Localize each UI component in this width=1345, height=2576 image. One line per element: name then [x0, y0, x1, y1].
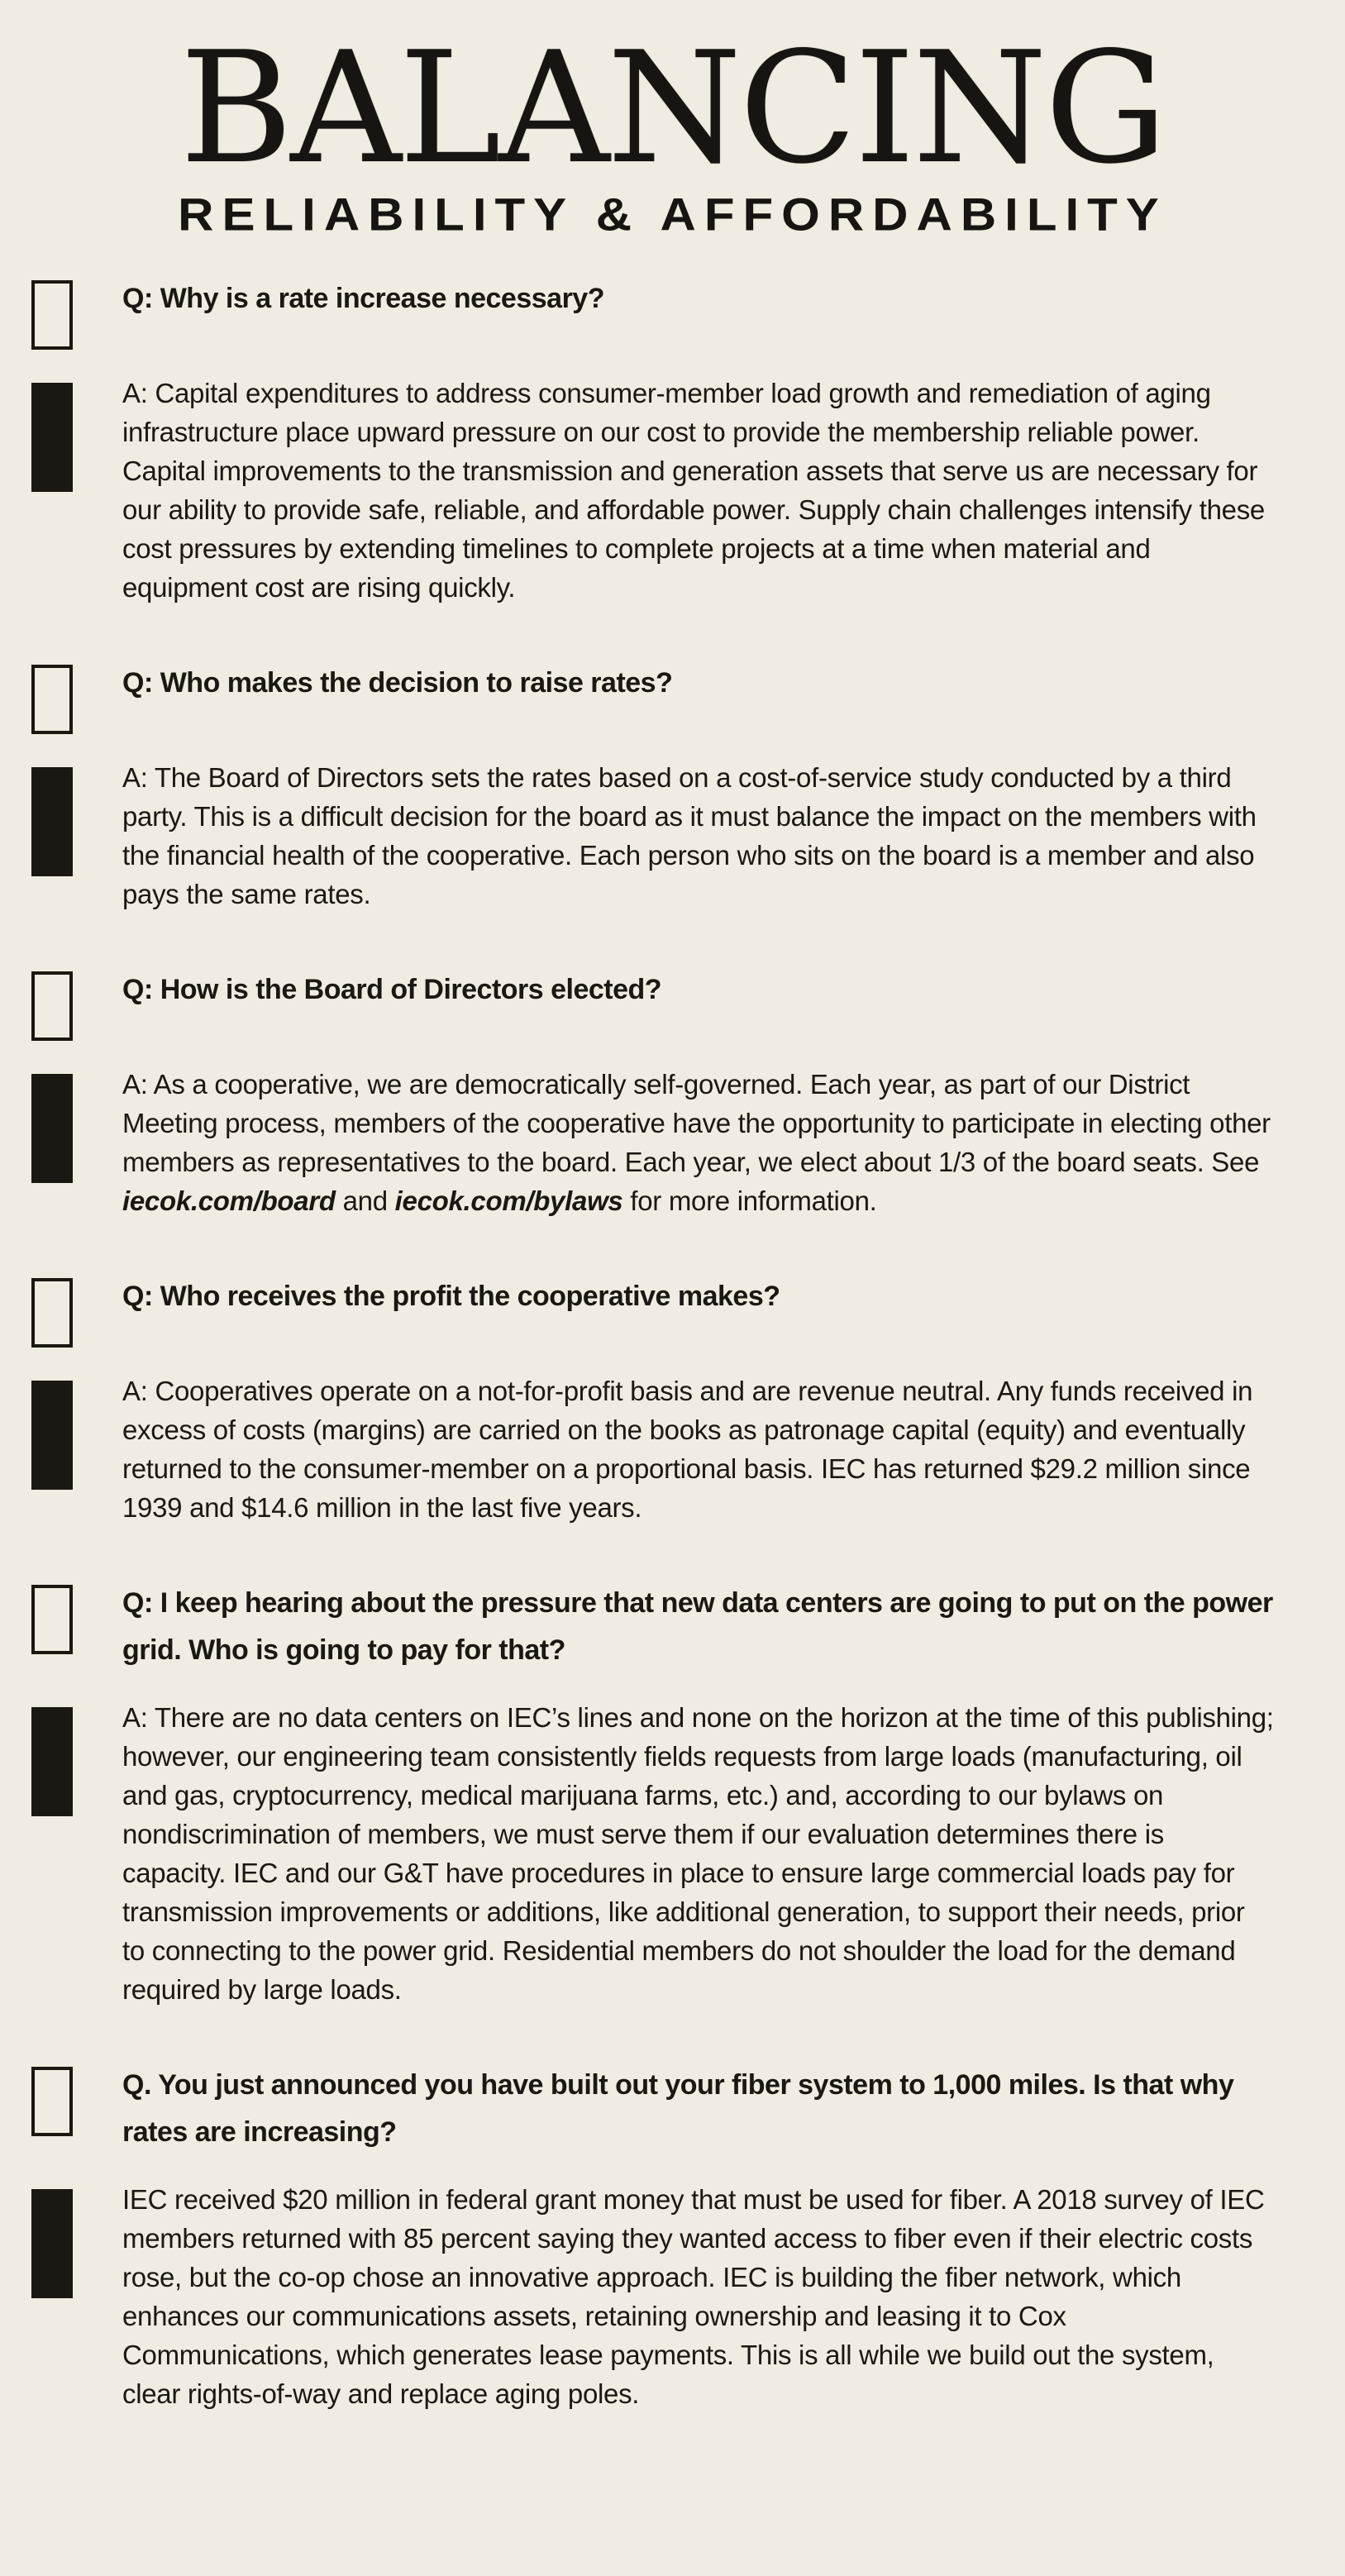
question-row [0, 1278, 1345, 1348]
answer-marker-box [31, 383, 73, 492]
answer-row [0, 2184, 1345, 2413]
answer-row [0, 1069, 1345, 1220]
answer-text: A: There are no data centers on IEC’s lines and none on the horizon at the time of this publishing; however, our engineering team consistently fields requests from large loads (manufacturing, oil and gas, cryptocurrency, medical marijuana farms, etc.) and, according to our bylaws on nondiscrimination of members, we must serve them if our evaluation determines there is capacity. IEC and our G&T have procedures in place to ensure large commercial loads pay for transmission improvements or additions, like additional generation, to support their needs, prior to connecting to the power grid. Residential members do not shoulder the load for the demand required by large loads. [122, 1702, 1274, 2005]
answer-row [0, 378, 1345, 607]
header [0, 0, 1345, 246]
answer-marker-box [31, 1381, 73, 1490]
qa-section [0, 665, 1345, 914]
qa-section [0, 2067, 1345, 2413]
question-marker-box [31, 1585, 73, 1654]
question-row [0, 971, 1345, 1041]
answer-marker-box [31, 2189, 73, 2298]
answer-text: IEC received $20 million in federal grant money that must be used for fiber. A 2018 survey of IEC members returned with 85 percent saying they wanted access to fiber even if their electric costs rose, but the co-op chose an innovative approach. IEC is building the fiber network, which enhances our communications assets, retaining ownership and leasing it to Cox Communications, which generates lease payments. This is all while we build out the system, clear rights-of-way and replace aging poles. [122, 2184, 1265, 2409]
qa-section [0, 1278, 1345, 1527]
page-subtitle: RELIABILITY & AFFORDABILITY [178, 188, 1167, 241]
question-marker-box [31, 1278, 73, 1348]
question-marker-box [31, 665, 73, 734]
question-row [0, 2067, 1345, 2156]
question-row [0, 1585, 1345, 1674]
question-text: Q. You just announced you have built out your fiber system to 1,000 miles. Is that why rates are increasing? [122, 2069, 1234, 2148]
question-marker-box [31, 971, 73, 1041]
question-marker-box [31, 280, 73, 350]
page-title: BALANCING [179, 18, 1166, 198]
answer-text: A: As a cooperative, we are democratically self-governed. Each year, as part of our District Meeting process, members of the cooperative have the opportunity to participate in electing other members as representatives to the board. Each year, we elect about 1/3 of the board seats. See iecok.com/board and iecok.com/bylaws for more information. [122, 1069, 1271, 1216]
question-text: Q: I keep hearing about the pressure that new data centers are going to put on the power grid. Who is going to pay for that? [122, 1587, 1273, 1666]
qa-section [0, 280, 1345, 607]
answer-text: A: Capital expenditures to address consumer-member load growth and remediation of aging infrastructure place upward pressure on our cost to provide the membership reliable power. Capital improvements to the transmission and generation assets that serve us are necessary for our ability to provide safe, reliable, and affordable power. Supply chain challenges intensify these cost pressures by extending timelines to complete projects at a time when material and equipment cost are rising quickly. [122, 378, 1265, 603]
answer-marker-box [31, 1707, 73, 1816]
answer-row [0, 762, 1345, 914]
question-row [0, 280, 1345, 350]
question-text: Q: Why is a rate increase necessary? [122, 283, 604, 314]
answer-row [0, 1376, 1345, 1527]
question-row [0, 665, 1345, 734]
question-text: Q: How is the Board of Directors elected? [122, 974, 662, 1005]
answer-row [0, 1702, 1345, 2009]
answer-marker-box [31, 1074, 73, 1183]
question-marker-box [31, 2067, 73, 2136]
answer-text: A: The Board of Directors sets the rates based on a cost-of-service study conducted by a third party. This is a difficult decision for the board as it must balance the impact on the members with the financial health of the cooperative. Each person who sits on the board is a member and also pays the same rates. [122, 762, 1257, 909]
answer-marker-box [31, 767, 73, 876]
qa-section [0, 971, 1345, 1220]
answer-text: A: Cooperatives operate on a not-for-profit basis and are revenue neutral. Any funds received in excess of costs (margins) are carried on the books as patronage capital (equity) and eventually returned to the consumer-member on a proportional basis. IEC has returned $29.2 million since 1939 and $14.6 million in the last five years. [122, 1376, 1253, 1523]
question-text: Q: Who receives the profit the cooperative makes? [122, 1281, 780, 1312]
qa-section [0, 1585, 1345, 2009]
question-text: Q: Who makes the decision to raise rates? [122, 667, 673, 699]
qa-list [0, 280, 1345, 2413]
